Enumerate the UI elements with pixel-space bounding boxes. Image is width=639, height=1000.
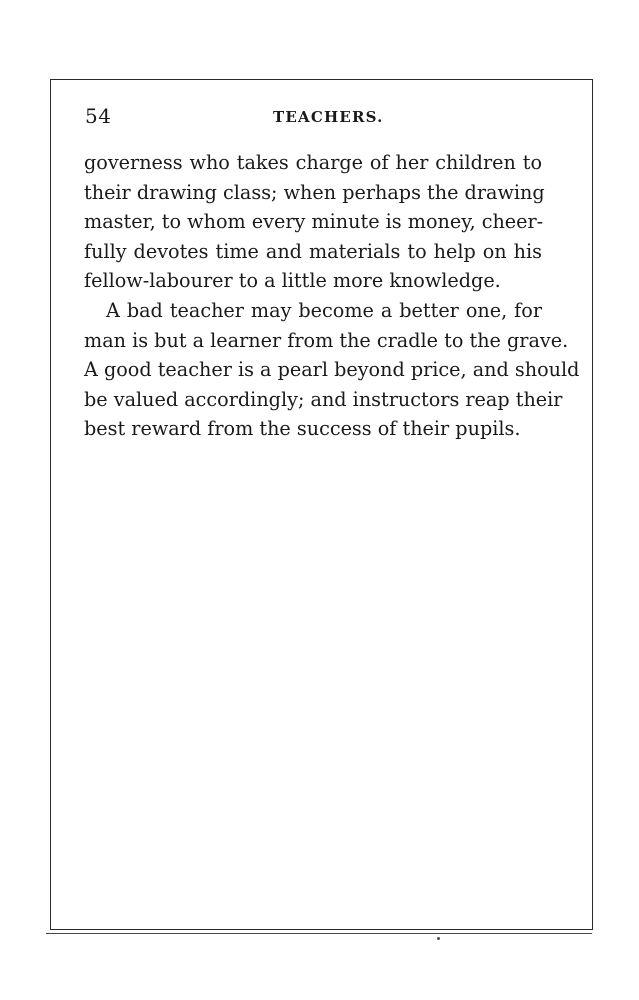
text-line: best reward from the success of their pupils.: [84, 417, 521, 441]
text-line: master, to whom every minute is money, cheer-: [84, 210, 544, 234]
running-title: TEACHERS.: [273, 108, 384, 126]
text-line: governess who takes charge of her children to: [84, 151, 542, 174]
paragraph-1: [84, 148, 545, 296]
running-header: [85, 100, 540, 130]
page-number: 54: [85, 104, 112, 128]
text-line: their drawing class; when perhaps the drawing: [84, 180, 545, 204]
text-line: A good teacher is a pearl beyond price, and should: [84, 358, 580, 382]
print-speck: [437, 937, 440, 940]
paragraph-2: [84, 296, 580, 444]
text-line: be valued accordingly; and instructors reap their: [84, 387, 563, 411]
body-text: [84, 148, 580, 444]
text-line: A bad teacher may become a better one, for: [106, 298, 542, 322]
text-line: fully devotes time and materials to help on his: [84, 239, 542, 263]
text-line: man is but a learner from the cradle to the grave.: [84, 328, 569, 352]
text-line: fellow-labourer to a little more knowledge.: [84, 269, 501, 293]
page-border-bottom-line: [46, 933, 592, 934]
